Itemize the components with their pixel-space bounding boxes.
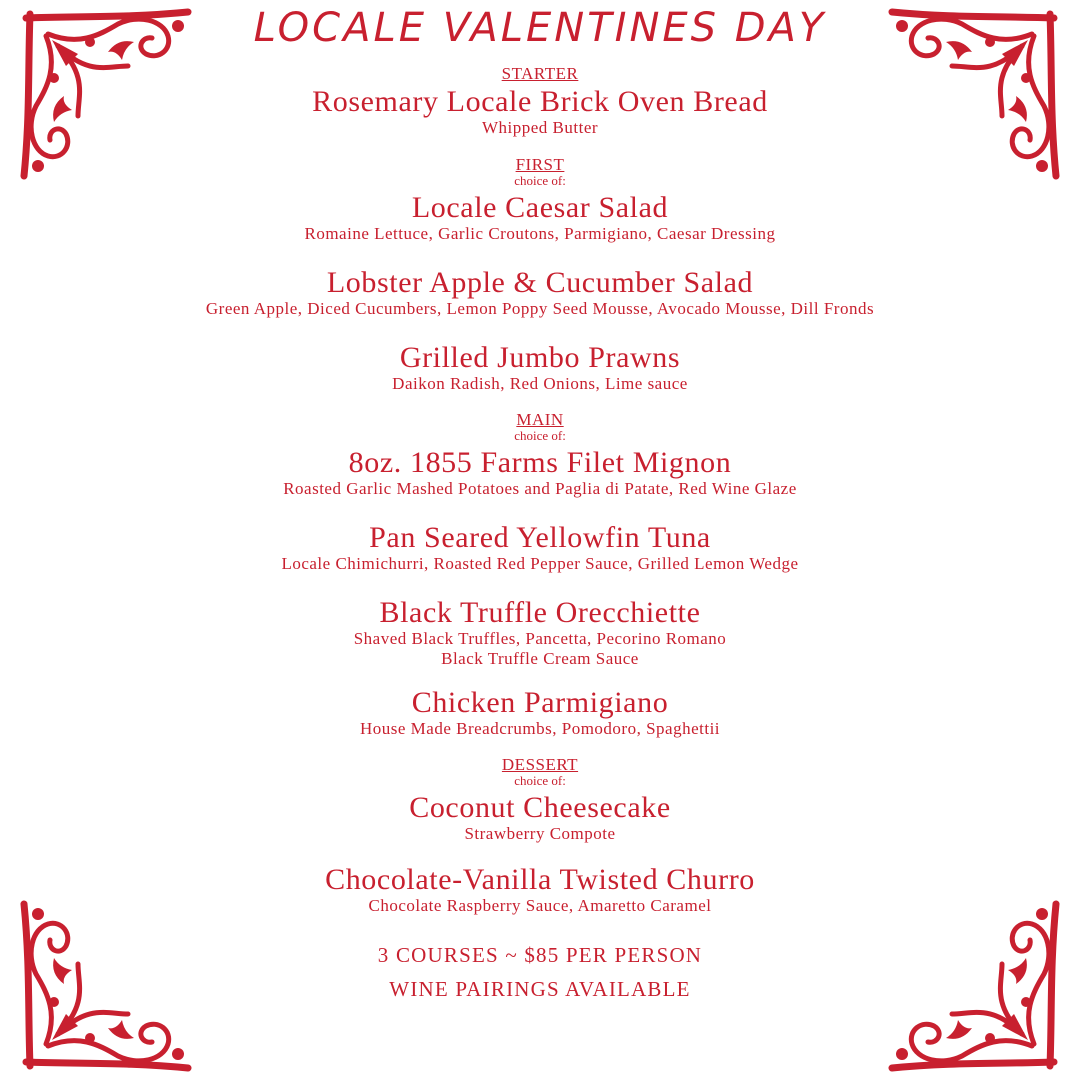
menu-item <box>0 86 1080 138</box>
item-name: Lobster Apple & Cucumber Salad <box>326 266 754 299</box>
menu-item <box>0 687 1080 739</box>
item-description: Strawberry Compote <box>464 824 616 843</box>
section-dessert <box>0 755 1080 916</box>
item-name: Locale Caesar Salad <box>411 191 669 224</box>
item-name: Rosemary Locale Brick Oven Bread <box>312 85 768 118</box>
section-main <box>0 410 1080 739</box>
item-description: Green Apple, Diced Cucumbers, Lemon Poppy Seed Mousse, Avocado Mousse, Dill Fronds <box>205 299 875 318</box>
item-description: House Made Breadcrumbs, Pomodoro, Spaghettii <box>359 719 721 738</box>
menu-item <box>0 192 1080 244</box>
menu-footer <box>0 938 1080 1006</box>
wine-pairing-line: WINE PAIRINGS AVAILABLE <box>389 977 691 1001</box>
section-subtitle: choice of: <box>514 173 566 188</box>
menu-item <box>0 342 1080 394</box>
item-description: Roasted Garlic Mashed Potatoes and Paglia di Patate, Red Wine Glaze <box>283 479 797 498</box>
item-name: Chicken Parmigiano <box>411 686 669 719</box>
section-subtitle: choice of: <box>514 773 566 788</box>
item-description: Whipped Butter <box>481 118 599 137</box>
menu-item <box>0 522 1080 574</box>
section-label: MAIN <box>516 410 564 429</box>
menu-item <box>0 267 1080 319</box>
item-description: Chocolate Raspberry Sauce, Amaretto Caramel <box>368 896 712 915</box>
section-subtitle: choice of: <box>514 428 566 443</box>
menu-title: LOCALE VALENTINES DAY <box>253 5 827 51</box>
menu-item <box>0 864 1080 916</box>
section-first <box>0 155 1080 394</box>
item-description: Romaine Lettuce, Garlic Croutons, Parmigiano, Caesar Dressing <box>304 224 776 243</box>
menu-item <box>0 597 1080 669</box>
item-name: Coconut Cheesecake <box>409 791 671 824</box>
price-line: 3 COURSES ~ $85 PER PERSON <box>377 943 703 967</box>
item-name: 8oz. 1855 Farms Filet Mignon <box>348 446 732 479</box>
item-name: Chocolate-Vanilla Twisted Churro <box>325 863 755 896</box>
item-description: Daikon Radish, Red Onions, Lime sauce <box>392 374 688 393</box>
section-label: FIRST <box>515 155 565 174</box>
menu-item <box>0 792 1080 844</box>
section-label: STARTER <box>501 64 579 83</box>
section-label: DESSERT <box>501 755 579 774</box>
item-description: Locale Chimichurri, Roasted Red Pepper Sauce, Grilled Lemon Wedge <box>281 554 799 573</box>
section-starter <box>0 64 1080 138</box>
item-name: Black Truffle Orecchiette <box>379 596 701 629</box>
item-name: Grilled Jumbo Prawns <box>399 341 681 374</box>
item-description: Shaved Black Truffles, Pancetta, Pecorino Romano <box>353 629 727 648</box>
item-name: Pan Seared Yellowfin Tuna <box>369 521 711 554</box>
menu-item <box>0 447 1080 499</box>
item-description: Black Truffle Cream Sauce <box>441 649 639 668</box>
